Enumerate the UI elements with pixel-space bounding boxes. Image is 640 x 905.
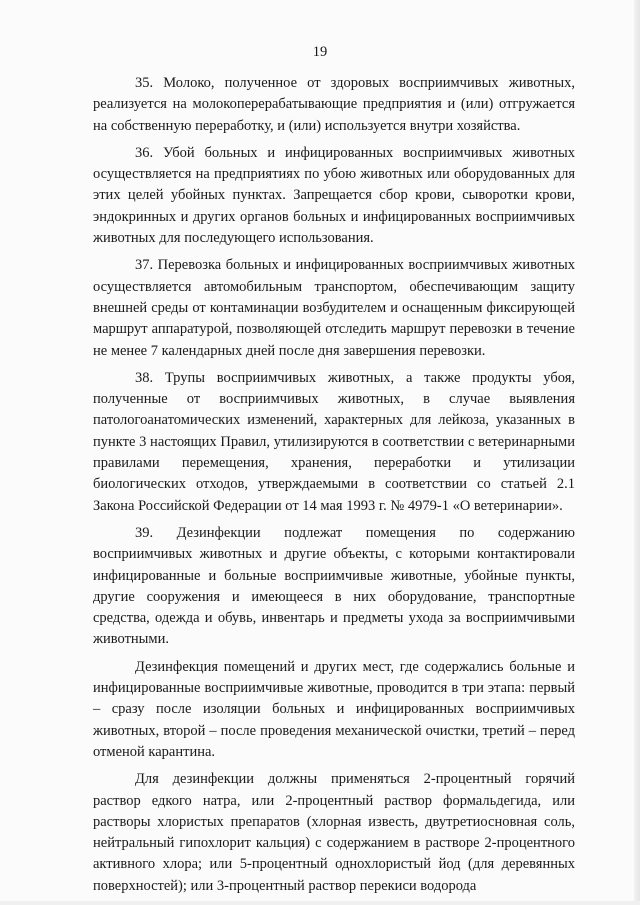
scan-bottom-shade: [0, 901, 640, 905]
paragraph-36-slaughter: 36. Убой больных и инфицированных восприимчивых животных осуществляется на предприятиях по убою животных или оборудованных для этих целей убойных пунктах. Запрещается сбор крови, сыворотки крови, эндокринных и других органов больных и инфицированных восприимчивых животных для последующего использования.: [93, 144, 575, 247]
paragraph-disinfection-stages: Дезинфекция помещений и других мест, где содержались больные и инфицированные восприимчивые животные, проводится в три этапа: первый – сразу после изоляции больных и инфицированных восприимчивых животных, второй – после проведения механической очистки, третий – перед отменой карантина.: [93, 658, 575, 760]
paragraph-disinfection-solutions: Для дезинфекции должны применяться 2-процентный горячий раствор едкого натра, или 2-процентный раствор формальдегида, или растворы хлористых препаратов (хлорная известь, двутретиосновная соль, нейтральный гипохлорит кальция) с содержанием в растворе 2-процентного активного хлора; или 5-процентный однохлористый йод (для деревянных поверхностей); или 3-процентный раствор перекиси водорода: [93, 771, 575, 894]
page-number: 19: [312, 44, 328, 60]
paragraph-37-transport: 37. Перевозка больных и инфицированных восприимчивых животных осуществляется автомобильным транспортом, обеспечивающим защиту внешней среды от контаминации возбудителем и оснащенным фиксирующей маршрут аппаратурой, позволяющей отследить маршрут перевозки в течение не менее 7 календарных дней после дня завершения перевозки.: [93, 257, 575, 359]
paragraph-39-disinfection: 39. Дезинфекции подлежат помещения по содержанию восприимчивых животных и другие объекты, с которыми контактировали инфицированные и больные восприимчивые животные, убойные пункты, другие сооружения и имеющееся в них оборудование, транспортные средства, одежда и обувь, инвентарь и предметы ухода за восприимчивыми животными.: [93, 524, 575, 648]
paragraph-38-carcasses: 38. Трупы восприимчивых животных, а также продукты убоя, полученные от восприимчивых животных, в случае выявления патологоанатомических изменений, характерных для лейкоза, указанных в пункте 3 настоящих Правил, утилизируются в соответствии с ветеринарными правилами перемещения, хранения, переработки и утилизации биологических отходов, утверждаемыми в соответствии со статьей 2.1 Закона Российской Федерации от 14 мая 1993 г. № 4979-1 «О ветеринарии».: [93, 369, 575, 514]
paragraph-35-milk: 35. Молоко, полученное от здоровых восприимчивых животных, реализуется на молокоперерабатывающие предприятия и (или) отгружается на собственную переработку, и (или) используется внутри хозяйства.: [93, 75, 575, 134]
document-body: [93, 73, 575, 903]
scan-edge-shadow: [634, 0, 640, 905]
